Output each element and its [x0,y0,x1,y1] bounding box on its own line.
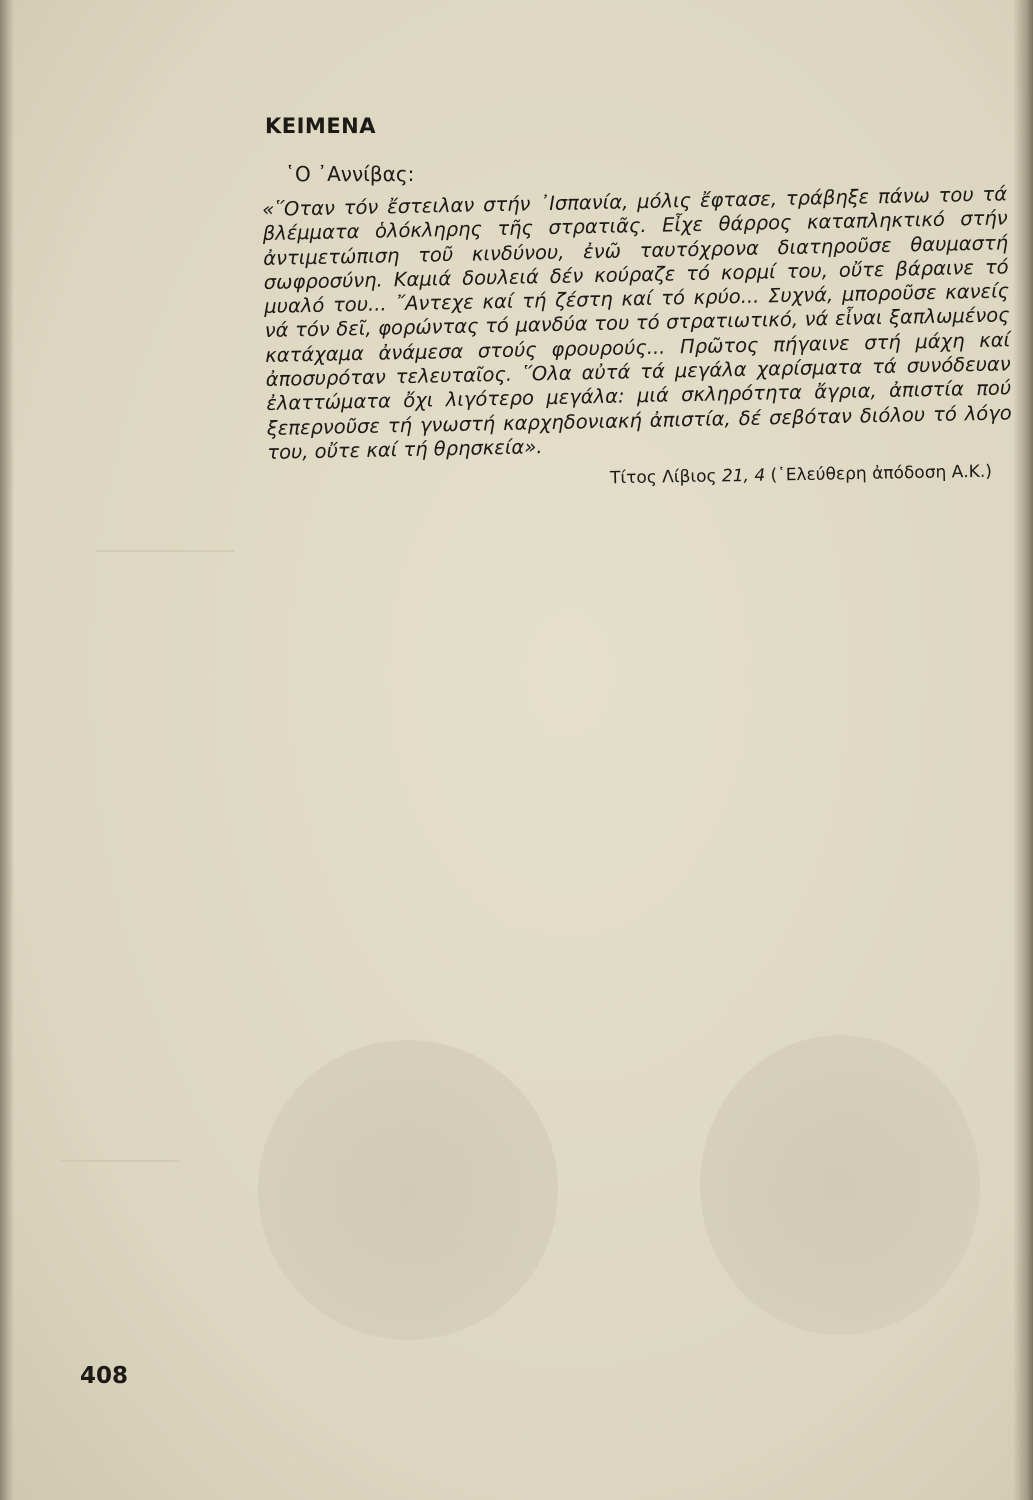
citation-reference: 21, 4 [721,465,766,487]
section-heading: ΚΕΙΜΕΝΑ [265,114,377,138]
show-through-line [60,1160,180,1162]
page-number: 408 [80,1363,129,1389]
show-through-line [95,550,235,552]
page-binding-shadow [0,0,14,1500]
citation-author: Τίτος Λίβιος [609,466,717,489]
show-through-coin-right [700,1035,980,1335]
citation [610,462,992,489]
citation-note: (῾Ελεύθερη ἀπόδοση Α.Κ.) [770,461,993,486]
show-through-coin-left [258,1040,558,1340]
text-subject: ῾Ο ᾿Αννίβας: [285,162,415,186]
quoted-passage: «῞Οταν τόν ἔστειλαν στήν ᾿Ισπανία, μόλις ἔφτασε, τράβηξε πάνω του τά βλέμματα ὁλόκληρης τῆς στρατιᾶς. Εἶχε θάρρος καταπληκτικό στήν ἀντιμετώπιση τοῦ κινδύνου, ἐνῶ ταυτόχρονα διατηροῦσε θαυμαστή σωφροσύνη. Καμιά δουλειά δέν κούραζε τό κορμί του, οὔτε βάραινε τό μυαλό του... ῎Αντεχε καί τή ζέστη καί τό κρύο... Συχνά, μποροῦσε κανείς νά τόν δεῖ, φορώντας τό μανδύα του τό στρατιωτικό, νά εἶναι ξαπλωμένος κατάχαμα ἀνάμεσα στούς φρουρούς... Πρῶτος πήγαινε στή μάχη καί ἀποσυρόταν τελευταῖος. ῞Ολα αὐτά τά μεγάλα χαρίσματα τά συνόδευαν ἐλαττώματα ὄχι λιγότερο μεγάλα: μιά σκληρότητα ἄγρια, ἀπιστία πού ξεπερνοῦσε τή γνωστή καρχηδονιακή ἀπιστία, δέ σεβόταν διόλου τό λόγο του, οὔτε καί τή θρησκεία». [262,182,1012,464]
page-edge-shadow [1013,0,1033,1500]
